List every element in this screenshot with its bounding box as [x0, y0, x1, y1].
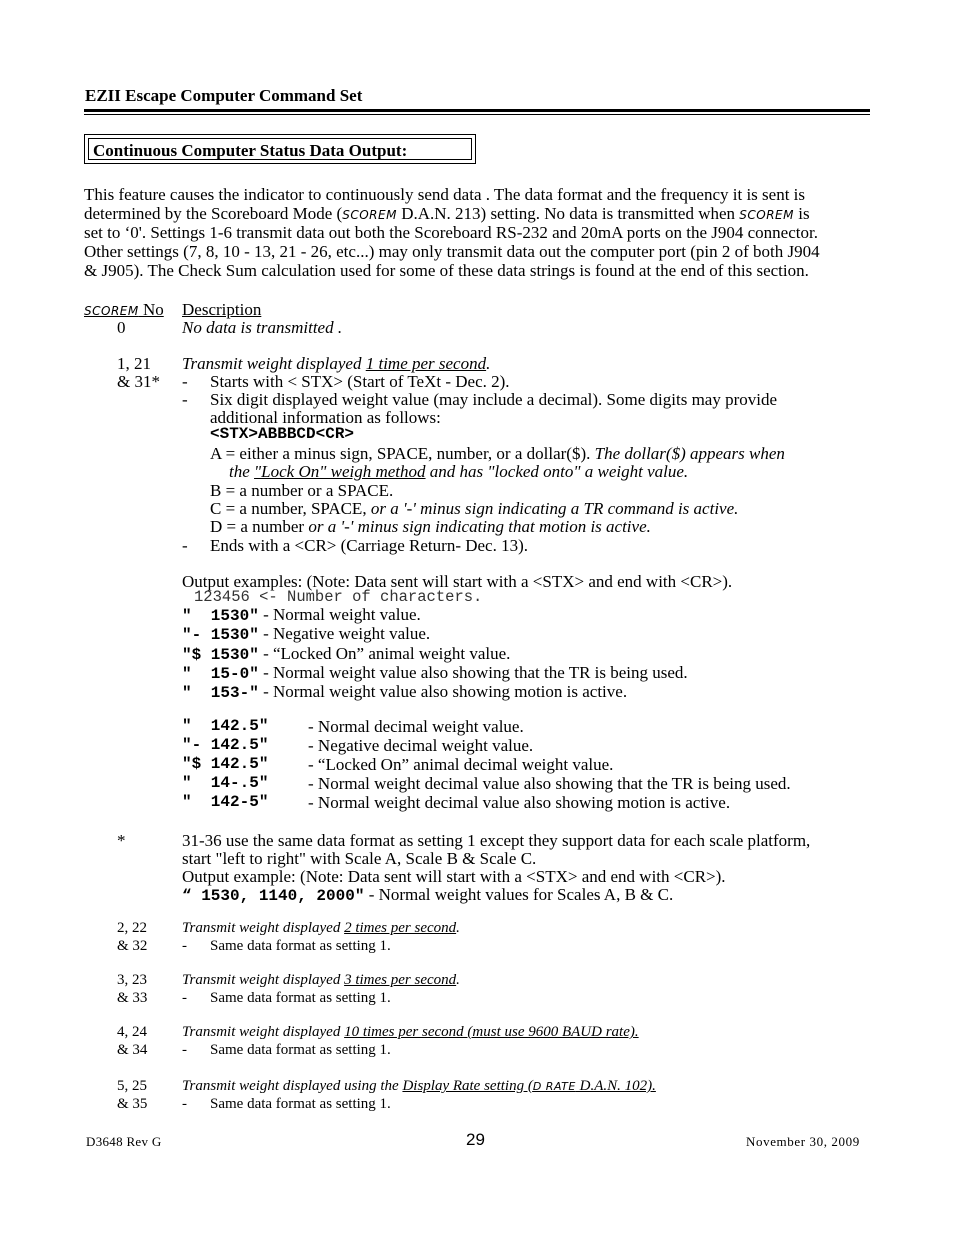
bullet-dash: - [182, 536, 188, 555]
example-row: "$ 142.5" - “Locked On” animal decimal weight value. [182, 755, 614, 774]
example-list-2 [182, 717, 791, 812]
examples-intro: Output examples: (Note: Data sent will start with a <STX> and end with <CR>). [182, 572, 733, 591]
field-c-definition: C = a number, SPACE, or a '-' minus sign indicating a TR command is active. [210, 499, 739, 518]
bullet-dash: - [182, 372, 188, 391]
section-heading-box [84, 134, 476, 164]
footer-doc-number: D3648 Rev G [86, 1134, 162, 1149]
scorem-display-text: SCOREM [342, 208, 397, 222]
field-b-definition: B = a number or a SPACE. [210, 481, 394, 500]
document-header-title: EZII Escape Computer Command Set [85, 86, 363, 105]
setting-0-description: No data is transmitted . [182, 318, 343, 337]
footnote-marker: * [117, 831, 126, 850]
setting-0-number: 0 [117, 318, 126, 337]
example-list-1 [182, 605, 688, 701]
example-row: "$ 1530" - “Locked On” animal weight value. [182, 643, 511, 664]
setting-1-description: Transmit weight displayed 1 time per second. [182, 354, 491, 373]
field-a-definition: A = either a minus sign, SPACE, number, or a dollar($). The dollar($) appears when [210, 444, 785, 463]
example-row: " 1530" - Normal weight value. [182, 605, 421, 625]
example-row: " 153-" - Normal weight value also showing motion is active. [182, 682, 628, 703]
header-rule-thin [84, 114, 870, 115]
character-counter: 123456 <- Number of characters. [194, 588, 483, 606]
header-rule-thick [84, 109, 870, 112]
field-d-definition: D = a number or a '-' minus sign indicating that motion is active. [210, 517, 651, 536]
example-row: " 142.5" - Normal decimal weight value. [182, 717, 524, 736]
example-row: "- 1530" - Negative weight value. [182, 624, 431, 645]
drate-display-text: D RATE [532, 1080, 576, 1093]
bullet-ends-with: Ends with a <CR> (Carriage Return- Dec. 13). [210, 536, 529, 555]
setting-1-number-line2: & 31* [117, 372, 160, 391]
page-number: 29 [466, 1130, 485, 1149]
bullet-starts-with: Starts with < STX> (Start of TeXt - Dec. 2). [210, 372, 510, 391]
bullet-dash: - [182, 390, 188, 409]
bullet-six-digit: Six digit displayed weight value (may include a decimal). Some digits may provide additional information as follows: [210, 390, 778, 427]
example-row: " 142-5" - Normal weight decimal value also showing motion is active. [182, 793, 731, 812]
example-row: " 15-0" - Normal weight value also showing that the TR is being used. [182, 662, 688, 683]
multi-scale-note: 31-36 use the same data format as setting 1 except they support data for each scale platform, start "left to right" with Scale A, Scale B & Scale C. Output example: (Note: Data sent will start with a <STX> and end with <CR>). “ 1530, 1140, 2000" - Normal weight values for Scales A, B & C. [182, 831, 811, 905]
section-heading: Continuous Computer Status Data Output: [93, 141, 408, 160]
setting-1-number: 1, 21 [117, 354, 151, 373]
table-header-description: Description [182, 300, 262, 319]
intro-paragraph: This feature causes the indicator to continuously send data . The data format and the frequency it is sent is determined by the Scoreboard Mode (SCOREM D.A.N. 213) setting. No data is transmitted when SCOREM is set to ‘0'. Settings 1-6 transmit data out both the Scoreboard RS-232 and 20mA ports on the J904 connector. Other settings (7, 8, 10 - 13, 21 - 26, etc...) may only transmit data out the computer port (pin 2 of both J904 & J905). The Check Sum calculation used for some of these data strings is found at the end of this section. [84, 185, 820, 280]
footer-date: November 30, 2009 [746, 1134, 860, 1149]
format-string: <STX>ABBBCD<CR> [210, 425, 355, 443]
example-row: " 14-.5" - Normal weight decimal value also showing that the TR is being used. [182, 774, 791, 793]
field-a-definition-line2: the "Lock On" weigh method and has "locked onto" a weight value. [229, 462, 689, 481]
table-header: SCOREM No [84, 300, 164, 319]
example-row: "- 142.5" - Negative decimal weight value. [182, 736, 534, 755]
